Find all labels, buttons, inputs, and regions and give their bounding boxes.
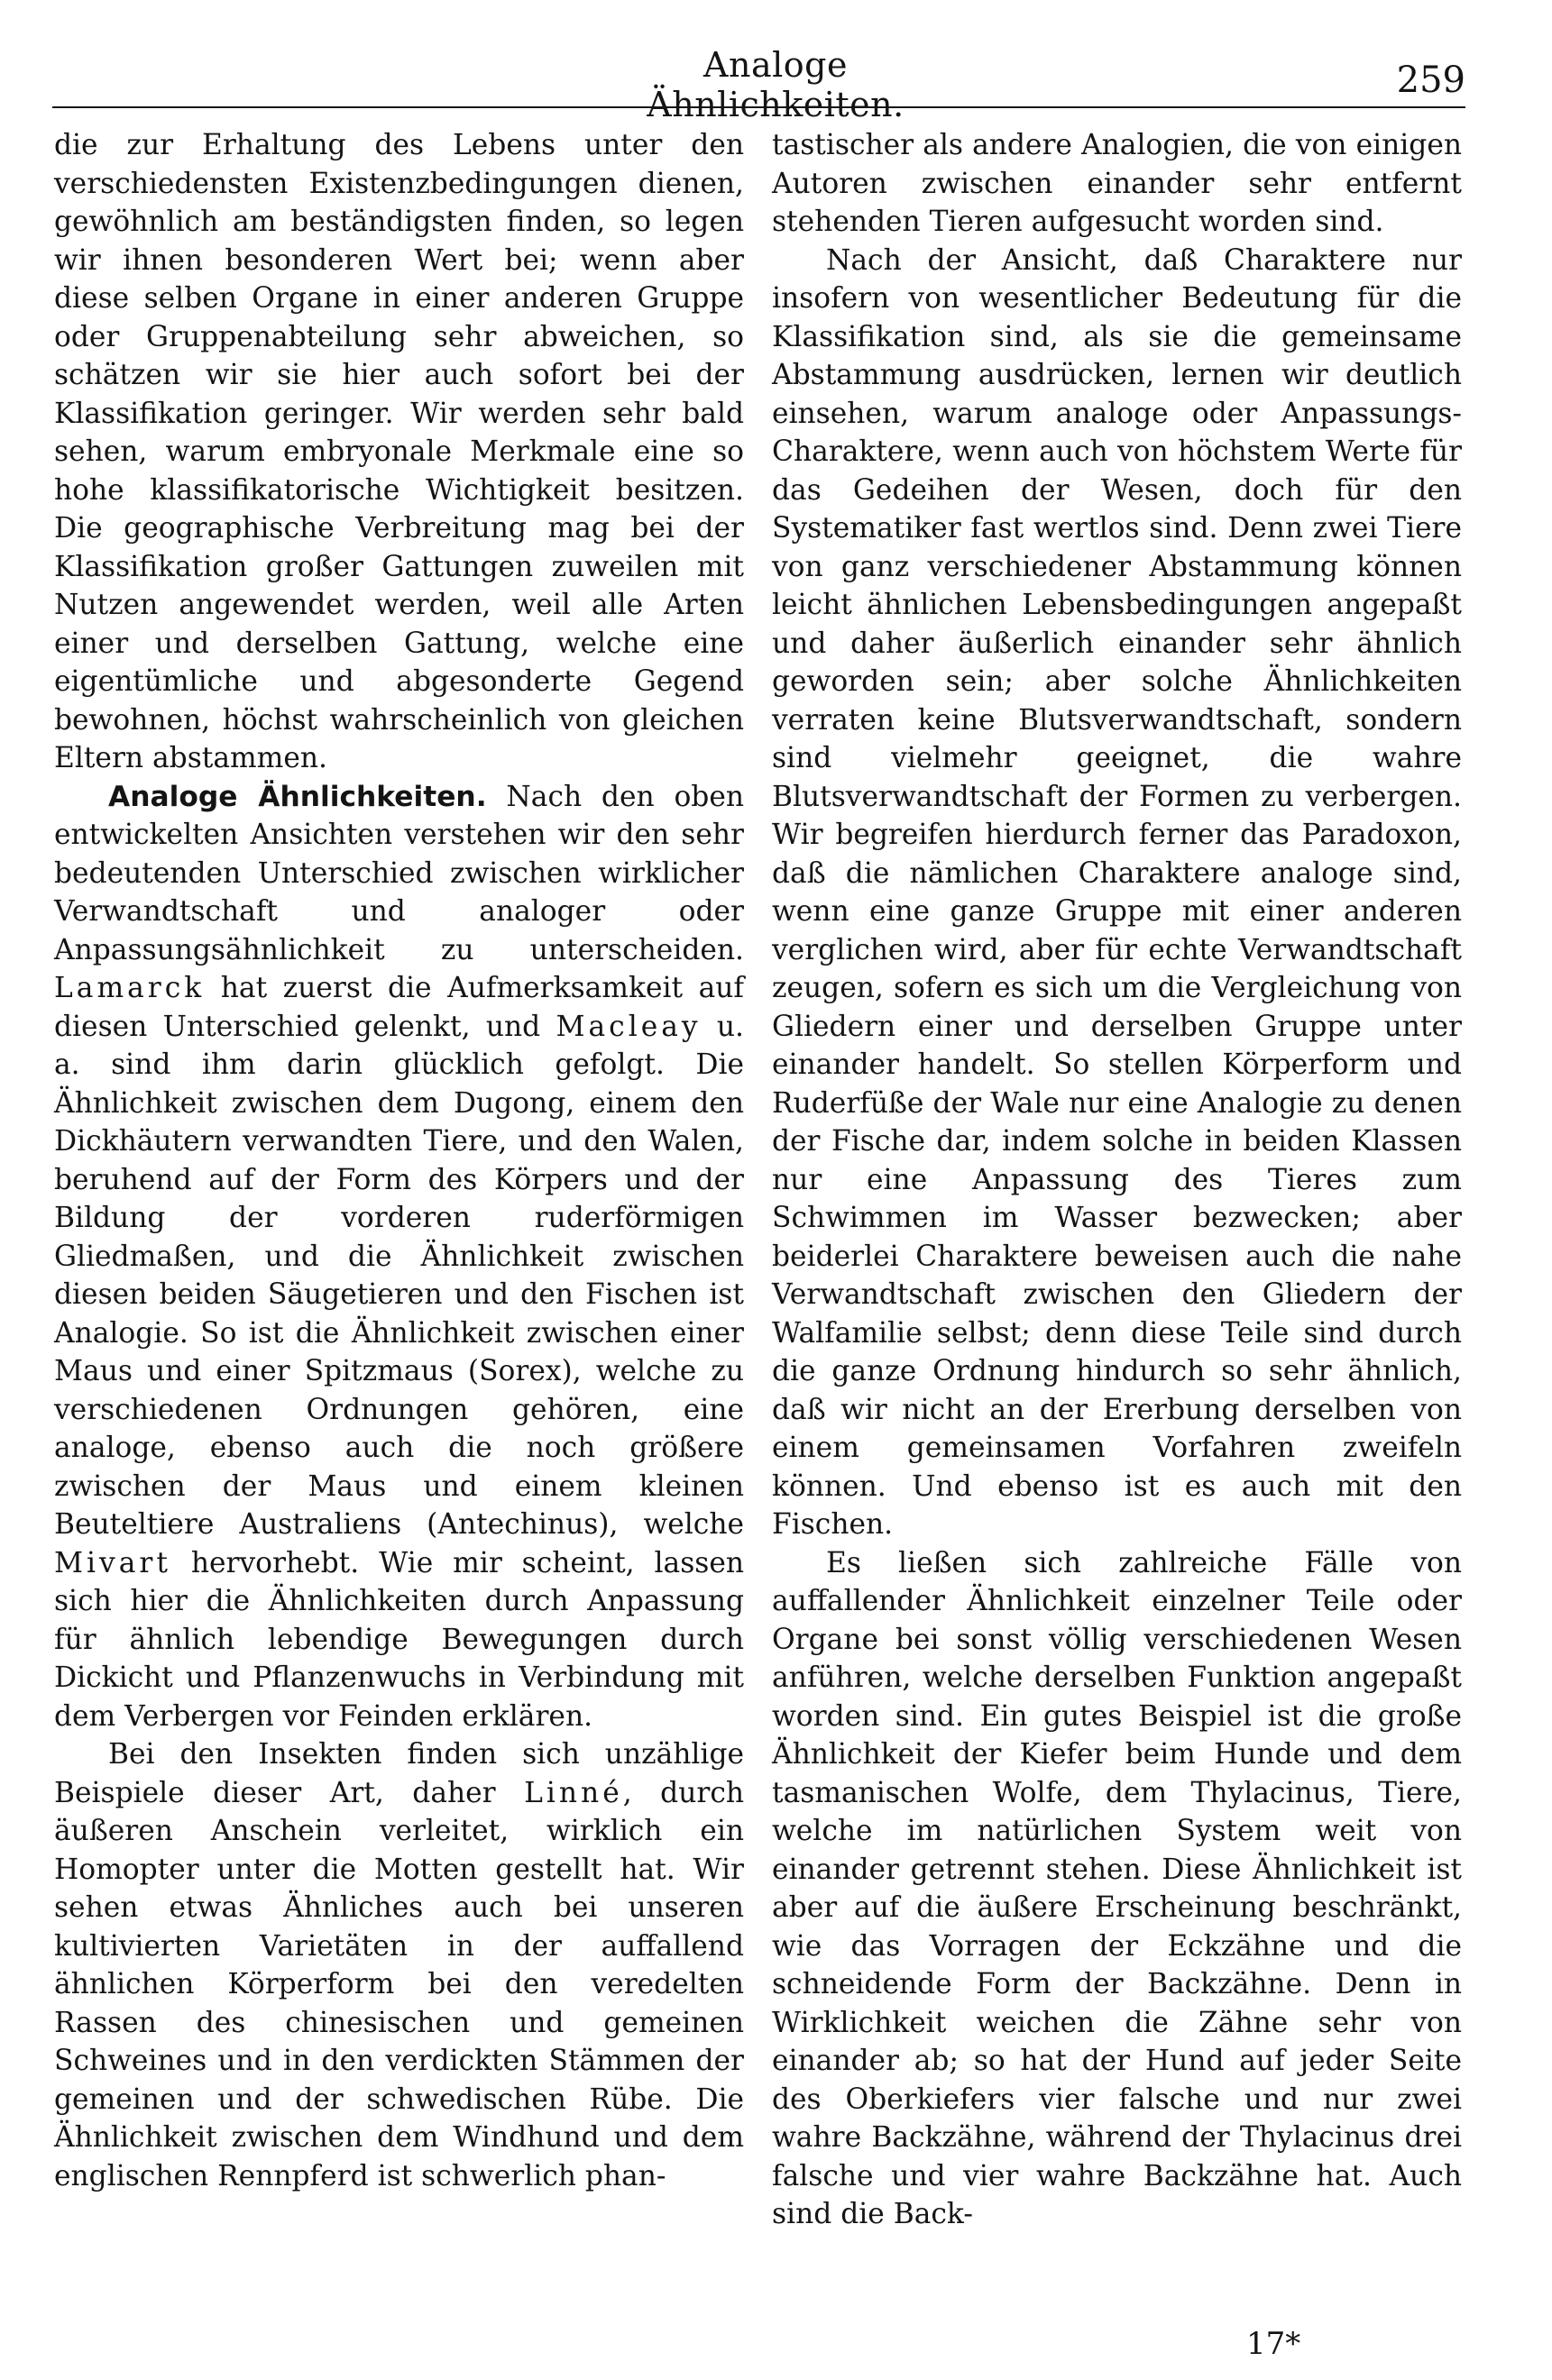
paragraph-text: u. a. sind ihm darin glücklich gefolgt. Die Ähnlichkeit zwischen dem Dugong, einem den Dickhäutern verwandten Tiere, und den Walen, beruhend auf der Form des Körpers und der Bildung der vorderen ruderförmigen Gliedmaßen, und die Ähnlichkeit zwischen diesen beiden Säugetieren und den Fischen ist Analogie. So ist die Ähnlichkeit zwischen einer Maus und einer Spitzmaus (Sorex), welche zu verschiedenen Ordnungen gehören, eine analoge, ebenso auch die noch größere zwischen der Maus und einem kleinen Beuteltiere Australiens (Antechinus), welche: [54, 1010, 744, 1541]
paragraph-text: Bei den Insekten finden sich unzählige Beispiele dieser Art, daher: [54, 1738, 744, 1809]
signature-mark: 17*: [1246, 2326, 1301, 2362]
right-paragraph-2: Nach der Ansicht, daß Charaktere nur insofern von wesentlicher Bedeutung für die Klassifikation sind, als sie die gemeinsame Abstammung ausdrücken, lernen wir deutlich einsehen, warum analoge oder Anpassungs-Charaktere, wenn auch von höchstem Werte für das Gedeihen der Wesen, doch für den Systematiker fast wertlos sind. Denn zwei Tiere von ganz verschiedener Abstammung können leicht ähnlichen Lebensbedingungen angepaßt und daher äußerlich einander sehr ähnlich geworden sein; aber solche Ähnlichkeiten verraten keine Blutsverwandtschaft, sondern sind vielmehr geeignet, die wahre Blutsverwandtschaft der Formen zu verbergen. Wir begreifen hierdurch ferner das Paradoxon, daß die nämlichen Charaktere analoge sind, wenn eine ganze Gruppe mit einer anderen verglichen wird, aber für echte Verwandtschaft zeugen, sofern es sich um die Vergleichung von Gliedern einer und derselben Gruppe unter einander handelt. So stellen Körperform und Ruderfüße der Wale nur eine Analogie zu denen der Fische dar, indem solche in beiden Klassen nur eine Anpassung des Tieres zum Schwimmen im Wasser bezwecken; aber beiderlei Charaktere beweisen auch die nahe Verwandtschaft zwischen den Gliedern der Walfamilie selbst; denn diese Teile sind durch die ganze Ordnung hindurch so sehr ähnlich, daß wir nicht an der Ererbung derselben von einem gemeinsamen Vorfahren zweifeln können. Und ebenso ist es auch mit den Fischen.: [772, 243, 1462, 1541]
page-number: 259: [1396, 60, 1465, 101]
right-column: [772, 126, 1462, 2234]
paragraph-text: , durch äußeren Anschein verleitet, wirklich ein Homopter unter die Motten gestellt hat. Wir sehen etwas Ähnliches auch bei unseren kultivierten Varietäten in der auffallend ähnlichen Körperform bei den veredelten Rassen des chinesischen und gemeinen Schweines und in den verdickten Stämmen der gemeinen und der schwedischen Rübe. Die Ähnlichkeit zwischen dem Windhund und dem englischen Rennpferd ist schwerlich phan-: [54, 1776, 745, 2192]
author-name-linne: Linné: [524, 1776, 623, 1809]
right-paragraph-3: Es ließen sich zahlreiche Fälle von auffallender Ähnlichkeit einzelner Teile oder Organe bei sonst völlig verschiedenen Wesen anführen, welche derselben Funktion angepaßt worden sind. Ein gutes Beispiel ist die große Ähnlichkeit der Kiefer beim Hunde und dem tasmanischen Wolfe, dem Thylacinus, Tiere, welche im natürlichen System weit von einander getrennt stehen. Diese Ähnlichkeit ist aber auf die äußere Erscheinung beschränkt, wie das Vorragen der Eckzähne und die schneidende Form der Backzähne. Denn in Wirklichkeit weichen die Zähne sehr von einander ab; so hat der Hund auf jeder Seite des Oberkiefers vier falsche und nur zwei wahre Backzähne, während der Thylacinus drei falsche und vier wahre Backzähne hat. Auch sind die Back-: [772, 1546, 1462, 2230]
left-paragraph-3: [54, 1735, 744, 2195]
author-name-macleay: Macleay: [556, 1010, 702, 1043]
paragraph-text: hat zuerst die Aufmerksamkeit auf diesen Unterschied gelenkt, und: [54, 972, 744, 1043]
author-name-lamarck: Lamarck: [54, 972, 206, 1004]
author-name-mivart: Mivart: [54, 1546, 171, 1579]
paragraph-text: hervorhebt. Wie mir scheint, lassen sich hier die Ähnlichkeiten durch Anpassung für ähnlich lebendige Bewegungen durch Dickicht und Pflanzenwuchs in Verbindung mit dem Verbergen vor Feinden erklären.: [54, 1546, 744, 1733]
header-rule: [52, 106, 1465, 108]
right-paragraph-1: tastischer als andere Analogien, die von einigen Autoren zwischen einander sehr entfernt stehenden Tieren aufgesucht worden sind.: [772, 129, 1462, 238]
left-paragraph-2: [54, 778, 744, 1736]
left-paragraph-1: die zur Erhaltung des Lebens unter den verschiedensten Existenzbedingungen dienen, gewöhnlich am beständigsten finden, so legen wir ihnen besonderen Wert bei; wenn aber diese selben Organe in einer anderen Gruppe oder Gruppenabteilung sehr abweichen, so schätzen wir sie hier auch sofort bei der Klassifikation geringer. Wir werden sehr bald sehen, warum embryonale Merkmale eine so hohe klassifikatorische Wichtigkeit besitzen. Die geographische Verbreitung mag bei der Klassifikation großer Gattungen zuweilen mit Nutzen angewendet werden, weil alle Arten einer und derselben Gattung, welche eine eigentümliche und abgesonderte Gegend bewohnen, höchst wahrscheinlich von gleichen Eltern abstammen.: [54, 129, 744, 774]
section-heading: Analoge Ähnlichkeiten.: [108, 780, 487, 813]
running-title: Analoge Ähnlichkeiten.: [647, 45, 905, 124]
left-column: [54, 126, 744, 2195]
paragraph-text: Nach den oben entwickelten Ansichten verstehen wir den sehr bedeutenden Unterschied zwischen wirklicher Verwandtschaft und analoger oder Anpassungsähnlichkeit zu unterscheiden.: [54, 780, 745, 966]
